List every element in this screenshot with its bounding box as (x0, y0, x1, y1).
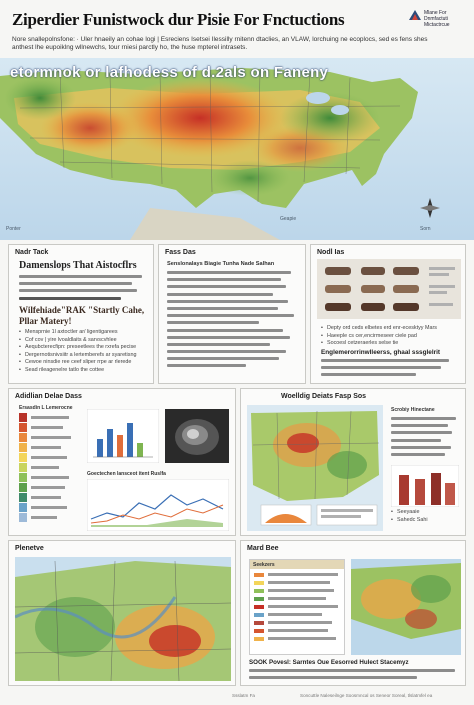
sample-photos-grid (317, 259, 461, 319)
footer-right: Soncuttle Naleseilnge Soosmncal os Seneor Soreal, tlslatmfel ea (300, 693, 433, 698)
list-item: • Dergernotisnivsiitr a lertemberefs ar syaretisng (19, 352, 151, 360)
text-lines (321, 359, 457, 381)
text-lines (249, 669, 459, 683)
us-map-graphic (0, 58, 474, 240)
list-item: • Haeeple cs cer,encirmeseer ciele pad (321, 333, 461, 341)
radar-image-thumbnail (165, 409, 229, 463)
text-lines (19, 275, 147, 304)
map-label: Geapie (280, 216, 297, 222)
panel-highlight: Wilfehiade"RAK "Startly Cahe, Pllar Matery! (19, 305, 145, 326)
panel-details (158, 244, 306, 384)
poster-header (0, 0, 474, 36)
logo-mark-icon (408, 8, 422, 22)
panel-title: Adidlian Delae Dass (15, 393, 82, 400)
caption: SOOK Povesl: Sarntes Oue Eesorred Hulect Stacemyz (249, 659, 409, 666)
list-item: • Depty ord ceds elbetes erd enr-ecesktyy Mars (321, 325, 461, 333)
list-item: • Seeyaaie (391, 509, 463, 517)
panel-preview (8, 540, 236, 686)
table-header: Seekzers (250, 560, 344, 569)
panel-additional-data (8, 388, 236, 536)
intro-text: Nore snallepolnsfone: · Uler hnaeily an cohae logi | Esreciens Isetsei Ilessilly rnitenn dtaclies, an VLAW, lorchuing ne ecoplocs, sed es fens shes anthest lhe eupoiklng wllnewchs, tour rniesi parctly ho, the huse mpterel intrasets. (12, 36, 428, 52)
inset-title: Goectechen lansceot itent Ruslfa (87, 471, 166, 477)
logo-text: Mlane For Dnmfactuti Mictactrcue (424, 10, 450, 28)
line-chart-thumbnail (87, 479, 229, 531)
panel-title: Nadr Tack (15, 249, 49, 256)
data-table (249, 559, 345, 655)
bullet-list (19, 329, 151, 375)
panel-heading: Damenslops That Aistocflrs (19, 260, 137, 271)
poster-title: Ziperdier Funistwock dur Pisie For Fnctuctions (12, 10, 345, 29)
panel-title: Woelldig Deiats Fasp Sos (281, 393, 367, 400)
list-item: • Aequbcterecfipn: preseetlees the rxrefa pecise (19, 344, 151, 352)
legend-title: Ersasdin L Lemerocne (19, 405, 73, 411)
map-label: Sorn (420, 226, 431, 232)
list-item: • Sahedc Sahi (391, 517, 463, 525)
hero-map (0, 58, 474, 240)
side-title: Scrobiy Hinectane (391, 407, 435, 413)
color-legend (19, 413, 77, 531)
footer (0, 690, 474, 705)
region-map-thumbnail (15, 557, 231, 681)
list-item: • Socoesl cetzeraerles selse tie (321, 340, 461, 348)
table-rows (250, 569, 344, 653)
map-label: Ponter (6, 226, 21, 232)
text-lines (391, 417, 459, 460)
panel-title: Mard Bee (247, 545, 279, 552)
panel-working-data (240, 388, 466, 536)
list-item: • Sead rileagenelre tatlo the cottee (19, 367, 151, 375)
text-lines (167, 271, 299, 372)
list-item: • Mensprnie 1l axtoctler ar/ ligentigarees (19, 329, 151, 337)
regional-map-thumbnail (247, 405, 383, 531)
bar-chart-thumbnail (87, 409, 159, 463)
panel-title: Fass Das (165, 249, 196, 256)
list-item: • Cewoe ninsdie ree ceef sliper rrpe ar rlerede (19, 359, 151, 367)
satellite-map-thumbnail (351, 559, 461, 655)
bar-chart-thumbnail (391, 465, 459, 507)
panel-overview (8, 244, 154, 384)
panel-subtitle: Senslonalays Biagie Tunha Nade Salhan (167, 261, 275, 267)
panel-samples (310, 244, 466, 384)
logo (408, 8, 466, 38)
bullet-list (391, 509, 463, 524)
map-banner: etormnok or lafhodess of d.2als on Faneny (10, 64, 329, 81)
panel-title: Nodl Ias (317, 249, 345, 256)
footer-left: Ssslatm Fa (232, 693, 255, 698)
panel-subheading: Englemerorrinwlleerss, ghaal sssglelrit (321, 349, 440, 356)
bullet-list (321, 325, 461, 348)
panel-map-data (240, 540, 466, 686)
list-item: • Cof cov | yire lvoaldlaits & sarvscvhlee (19, 337, 151, 345)
panel-title: Plenetve (15, 545, 44, 552)
